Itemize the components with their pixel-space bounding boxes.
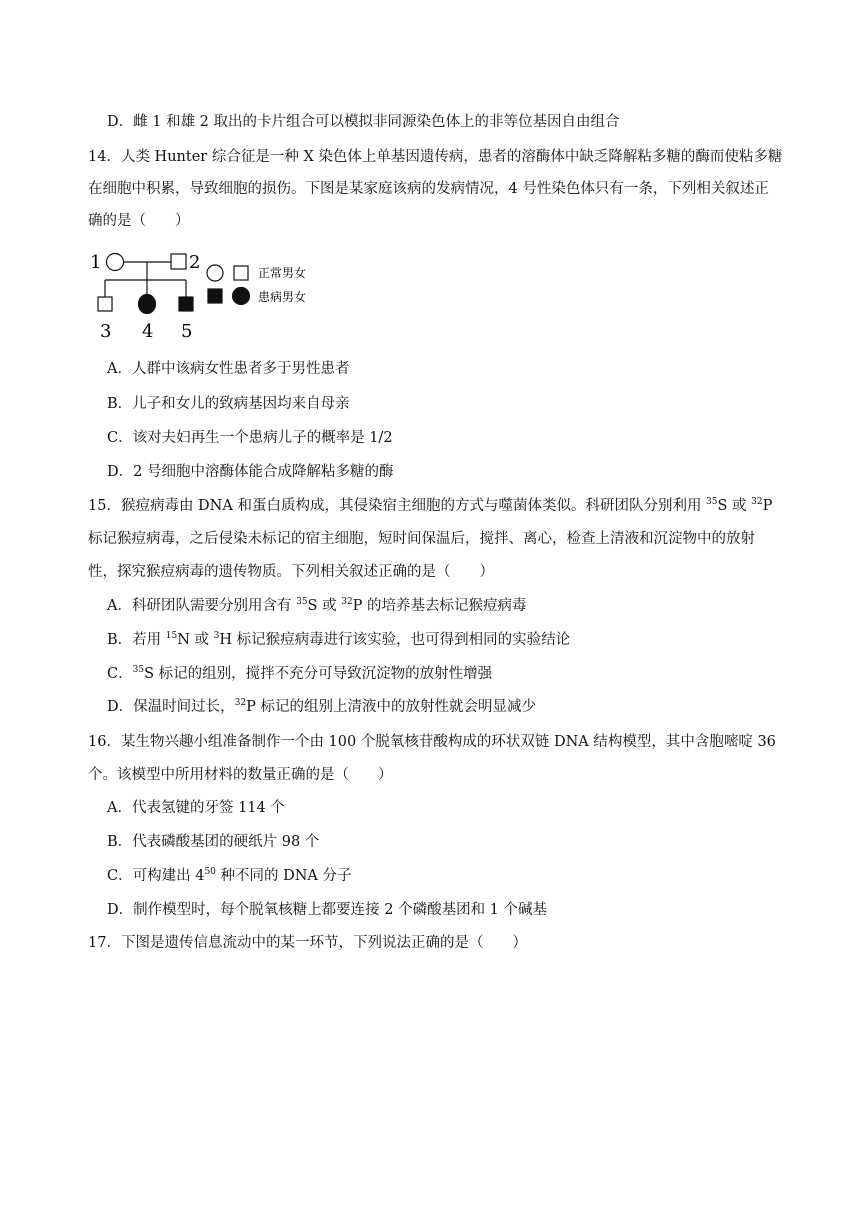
q15-option-d: D．保温时间过长，$^{32}$P 标记的组别上清液中的放射性就会明显减少 [107, 698, 536, 715]
q16-stem-line2: 个。该模型中所用材料的数量正确的是（ ） [88, 767, 393, 783]
q14-option-a: A．人群中该病女性患者多于男性患者 [107, 361, 350, 377]
q16-option-a: A．代表氢键的牙签 114 个 [107, 800, 285, 816]
q14-option-c: C．该对夫妇再生一个患病儿子的概率是 1/2 [107, 430, 393, 446]
q14-option-d: D．2 号细胞中溶酶体能合成降解粘多糖的酶 [107, 464, 394, 480]
legend-affected-male-icon [208, 289, 222, 303]
q15-option-a: A．科研团队需要分别用含有 $^{35}$S 或 $^{32}$P 的培养基去标记猴痘病毒 [107, 597, 527, 614]
pedigree-label-2: 2 [189, 252, 201, 273]
individual-1-female-normal [107, 254, 124, 271]
pedigree-chart [86, 248, 346, 344]
q15-stem-line1: 15．猴痘病毒由 DNA 和蛋白质构成，其侵染宿主细胞的方式与噬菌体类似。科研团队分别利用 $^{35}$S 或 $^{32}$P [88, 497, 773, 514]
q14-stem-line3: 确的是（ ） [88, 213, 190, 229]
q16-stem-line1: 16．某生物兴趣小组准备制作一个由 100 个脱氧核苷酸构成的环状双链 DNA 结构模型，其中含胞嘧啶 36 [88, 734, 776, 750]
q17-stem: 17．下图是遗传信息流动中的某一环节，下列说法正确的是（ ） [88, 935, 527, 951]
individual-2-male-normal [171, 254, 186, 269]
q15-stem-line2: 标记猴痘病毒，之后侵染未标记的宿主细胞，短时间保温后，搅拌、离心，检查上清液和沉淀物中的放射 [88, 531, 755, 547]
pedigree-label-4: 4 [142, 321, 154, 342]
q16-option-b: B．代表磷酸基团的硬纸片 98 个 [107, 834, 320, 850]
individual-3-male-normal [98, 297, 112, 311]
q13-option-d: D．雌 1 和雄 2 取出的卡片组合可以模拟非同源染色体上的非等位基因自由组合 [107, 114, 620, 130]
legend-normal-female-icon [207, 265, 223, 281]
q14-stem-line2: 在细胞中积累，导致细胞的损伤。下图是某家庭该病的发病情况，4 号性染色体只有一条，下列相关叙述正 [88, 181, 769, 197]
q16-option-c: C．可构建出 $4^{50}$ 种不同的 DNA 分子 [107, 867, 352, 884]
legend-normal-male-icon [234, 266, 248, 280]
q15-stem-line3: 性，探究猴痘病毒的遗传物质。下列相关叙述正确的是（ ） [88, 564, 494, 580]
legend-affected-label: 患病男女 [258, 290, 307, 304]
q14-option-b: B．儿子和女儿的致病基因均来自母亲 [107, 396, 350, 412]
pedigree-label-3: 3 [100, 321, 112, 342]
q15-option-b: B．若用 $^{15}$N 或 $^3$H 标记猴痘病毒进行该实验，也可得到相同的实验结论 [107, 631, 571, 648]
q16-option-d: D．制作模型时，每个脱氧核糖上都要连接 2 个磷酸基团和 1 个碱基 [107, 902, 548, 918]
legend-affected-female-icon [233, 288, 250, 305]
individual-4-female-affected [139, 295, 156, 314]
legend-normal-label: 正常男女 [258, 266, 307, 280]
individual-5-male-affected [179, 297, 193, 311]
pedigree-label-1: 1 [90, 252, 102, 273]
q15-option-c: C．$^{35}$S 标记的组别，搅拌不充分可导致沉淀物的放射性增强 [107, 665, 493, 682]
pedigree-label-5: 5 [181, 321, 193, 342]
q14-stem-line1: 14．人类 Hunter 综合征是一种 X 染色体上单基因遗传病，患者的溶酶体中缺乏降解粘多糖的酶而使粘多糖 [88, 149, 783, 165]
